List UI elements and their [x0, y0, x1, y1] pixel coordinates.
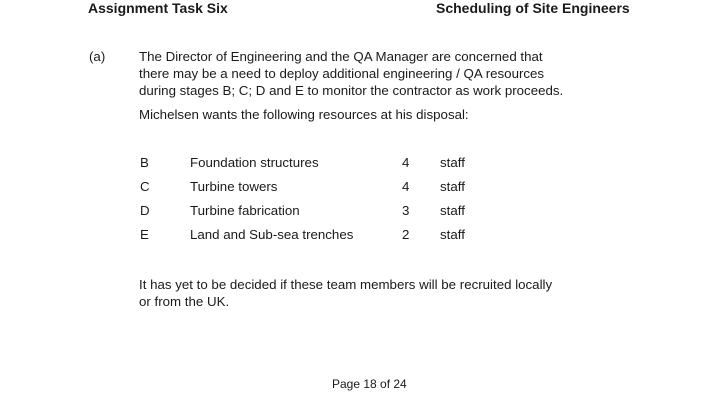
note-line: or from the UK. [139, 294, 230, 309]
header-left-title: Assignment Task Six [88, 0, 228, 16]
resource-count: 3 [402, 203, 410, 218]
resource-unit: staff [440, 155, 465, 170]
resource-stage: C [140, 179, 150, 194]
resource-unit: staff [440, 179, 465, 194]
paragraph-line: during stages B; C; D and E to monitor the contractor as work proceeds. [139, 83, 564, 98]
resource-count: 4 [402, 155, 410, 170]
resource-description: Foundation structures [190, 155, 319, 170]
resource-unit: staff [440, 203, 465, 218]
paragraph [139, 48, 563, 99]
intro-text: Michelsen wants the following resources at his disposal: [139, 107, 469, 122]
paragraph-line: The Director of Engineering and the QA Manager are concerned that [139, 49, 543, 64]
note-line: It has yet to be decided if these team members will be recruited locally [139, 277, 553, 292]
header-right-title: Scheduling of Site Engineers [436, 0, 630, 16]
resource-description: Land and Sub-sea trenches [190, 227, 354, 242]
resource-description: Turbine fabrication [190, 203, 300, 218]
resource-description: Turbine towers [190, 179, 278, 194]
section-label: (a) [89, 49, 106, 64]
recruitment-note [139, 276, 552, 310]
resource-count: 2 [402, 227, 410, 242]
resource-stage: E [140, 227, 149, 242]
page-number: Page 18 of 24 [332, 377, 407, 391]
resource-count: 4 [402, 179, 410, 194]
paragraph-line: there may be a need to deploy additional engineering / QA resources [139, 66, 545, 81]
resource-stage: D [140, 203, 150, 218]
resource-unit: staff [440, 227, 465, 242]
resource-stage: B [140, 155, 149, 170]
